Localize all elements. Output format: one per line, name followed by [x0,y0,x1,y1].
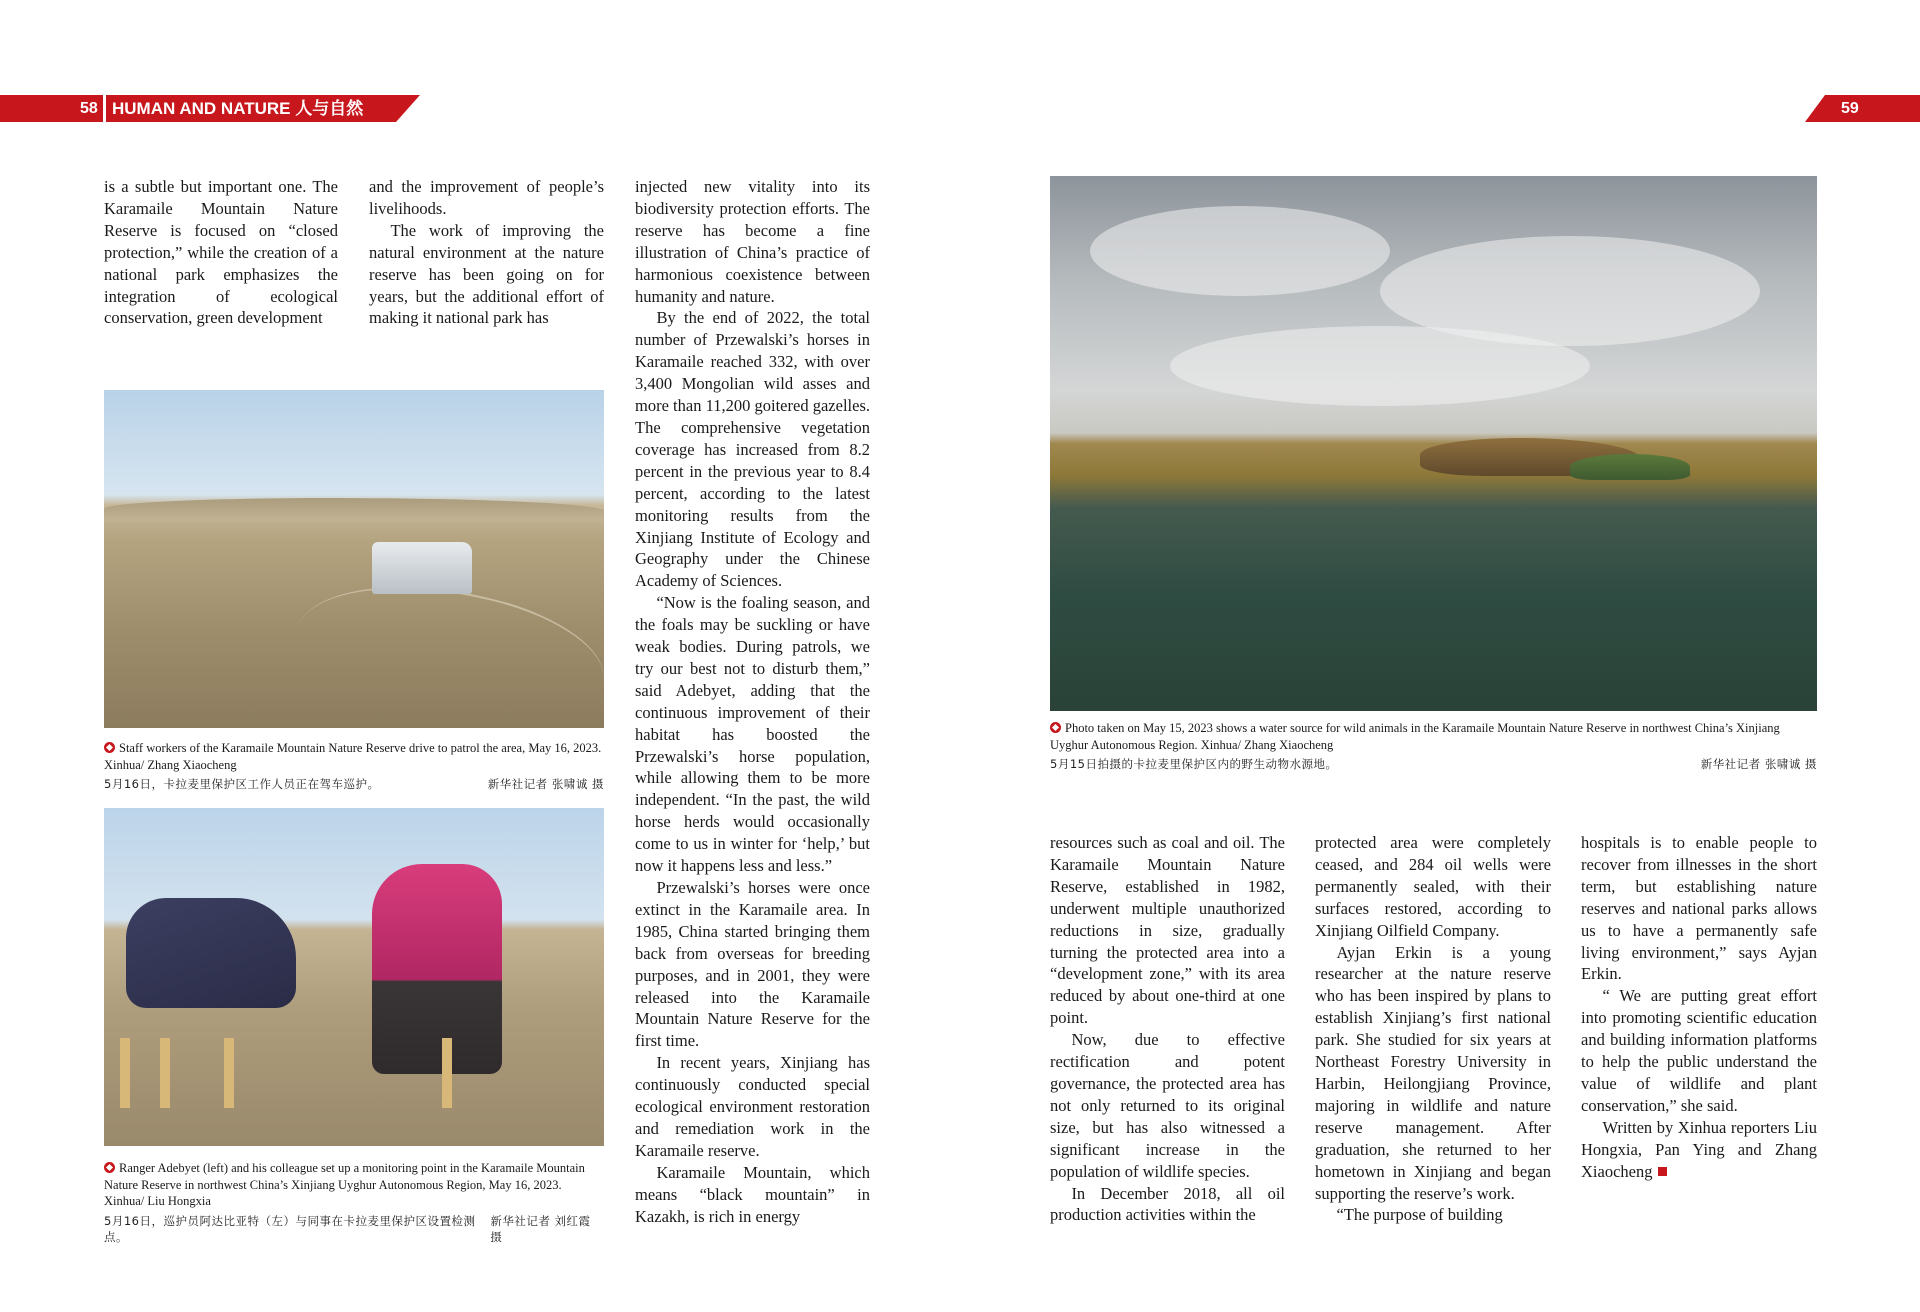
article-paragraph [1050,1029,1285,1182]
photo-stake [442,1038,452,1108]
caption-patrol-en-text: Staff workers of the Karamaile Mountain Nature Reserve drive to patrol the area, May 16, 2023. Xinhua/ Zhang Xiaocheng [104,741,602,772]
caption-water [1050,720,1817,773]
caption-water-en [1050,720,1817,753]
article-paragraph [104,176,338,329]
article-column-1 [104,176,338,331]
photo-pickup-truck [372,542,472,594]
section-title-en: HUMAN AND NATURE [112,99,291,118]
article-paragraph [635,1162,870,1228]
caption-rangers-cn-line [104,1213,604,1246]
article-column-4 [1050,832,1285,1232]
article-column-2 [369,176,604,331]
xinhua-logo-icon [104,742,115,753]
article-paragraph [1581,832,1817,985]
article-column-5 [1315,832,1551,1232]
article-paragraph-text: resources such as coal and oil. The Karamaile Mountain Nature Reserve, established in 1982, underwent multiple unauthorized reductions in size, gradually turning the protected area into a “development zone,” with its area reduced by about one-third at one point. [1050,833,1285,1028]
article-paragraph [1050,832,1285,1029]
right-page-number: 59 [1841,100,1859,117]
article-paragraph-text: “ We are putting great effort into promoting scientific education and building information platforms to help the public understand the value of wildlife and plant conservation,” she said. [1581,986,1817,1115]
article-column-6 [1581,832,1817,1232]
photo-ranger-right [372,864,502,1074]
article-paragraph [635,307,870,592]
article-paragraph [635,176,870,307]
photo-stake [120,1038,130,1108]
caption-patrol-credit: 新华社记者 张啸诚 摄 [487,777,604,791]
article-paragraph [1315,942,1551,1205]
article-paragraph [635,592,870,877]
caption-rangers-cn: 5月16日，巡护员阿达比亚特（左）与同事在卡拉麦里保护区设置检测点。 [104,1213,476,1244]
end-of-article-mark [1658,1167,1667,1176]
photo-stake [224,1038,234,1108]
article-paragraph-text: is a subtle but important one. The Karamaile Mountain Nature Reserve is focused on “closed protection,” while the creation of a national park emphasizes the integration of ecological conservation, green development [104,177,338,328]
right-page-header [1805,95,1920,122]
caption-patrol-cn-line [104,776,604,793]
caption-rangers-en [104,1160,604,1210]
photo-reeds [1570,454,1690,480]
article-paragraph [369,220,604,330]
article-paragraph [635,877,870,1052]
article-paragraph [1581,1117,1817,1183]
left-page-number: 58 [80,100,98,117]
article-paragraph-text: Now, due to effective rectification and potent governance, the protected area has not only returned to its original size, but has also witnessed a significant increase in the population of wildlife species. [1050,1030,1285,1181]
caption-rangers-credit: 新华社记者 刘红霞 摄 [490,1213,591,1244]
photo-water-source [1050,176,1817,711]
article-paragraph [1315,1204,1551,1226]
caption-rangers-en-text: Ranger Adebyet (left) and his colleague set up a monitoring point in the Karamaile Mountain Nature Reserve in northwest China’s Xinjiang Uyghur Autonomous Region, May 16, 2023. Xinhua/ Liu Hongxia [104,1161,585,1208]
section-title [112,95,363,123]
article-paragraph [369,176,604,220]
article-paragraph [1581,985,1817,1116]
article-paragraph-text: The work of improving the natural environment at the nature reserve has been going on for years, but the additional effort of making it national park has [369,220,604,328]
article-paragraph-text: In recent years, Xinjiang has continuously conducted special ecological environment restoration and remediation work in the Karamaile reserve. [635,1053,870,1160]
photo-rangers-monitoring [104,808,604,1146]
article-paragraph [635,1052,870,1162]
article-paragraph-text: By the end of 2022, the total number of Przewalski’s horses in Karamaile reached 332, with over 3,400 Mongolian wild asses and more than 11,200 goitered gazelles. The comprehensive vegetation coverage has increased from 8.2 percent in the previous year to 8.4 percent, according to the latest monitoring results from the Xinjiang Institute of Ecology and Geography under the Chinese Academy of Sciences. [635,308,870,591]
photo-ranger-left [126,898,296,1008]
article-paragraph-text: Ayjan Erkin is a young researcher at the nature reserve who has been inspired by plans to establish Xinjiang’s first national park. She studied for six years at Northeast Forestry University in Harbin, Heilongjiang Province, majoring in wildlife and nature reserve management. After graduation, she returned to her hometown in Xinjiang and began supporting the reserve’s work. [1315,942,1551,1203]
caption-patrol-en [104,740,604,773]
photo-cloud [1170,326,1590,406]
article-paragraph-text: Written by Xinhua reporters Liu Hongxia, Pan Ying and Zhang Xiaocheng [1581,1117,1817,1181]
header-bar-right-tip [1805,95,1825,122]
article-column-3 [635,176,870,1236]
article-paragraph-text: and the improvement of people’s livelihoods. [369,177,604,218]
left-page-header [0,95,420,122]
photo-patrol-truck [104,390,604,728]
photo-hill [104,498,604,522]
article-paragraph-text: Karamaile Mountain, which means “black mountain” in Kazakh, is rich in energy [635,1162,870,1226]
header-divider [103,95,106,122]
photo-cloud [1090,206,1390,296]
caption-patrol-cn: 5月16日，卡拉麦里保护区工作人员正在驾车巡护。 [104,777,380,791]
article-paragraph-text: In December 2018, all oil production activities within the [1050,1183,1285,1225]
article-paragraph-text: “Now is the foaling season, and the foals may be suckling or have weak bodies. During patrols, we try our best not to disturb them,” said Adebyet, adding that the continuous improvement of their habitat has boosted the Przewalski’s horse population, while allowing them to be more independent. “In the past, the wild horse herds would occasionally come to us in winter for ‘help,’ but now it happens less and less.” [635,593,870,876]
article-paragraph-text: Przewalski’s horses were once extinct in the Karamaile area. In 1985, China started bringing them back from overseas for breeding purposes, and in 2001, they were released into the Karamaile Mountain Nature Reserve for the first time. [635,878,870,1051]
xinhua-logo-icon [104,1162,115,1173]
caption-water-cn-line [1050,756,1817,773]
caption-water-en-text: Photo taken on May 15, 2023 shows a water source for wild animals in the Karamaile Mountain Nature Reserve in northwest China’s Xinjiang Uyghur Autonomous Region. Xinhua/ Zhang Xiaocheng [1050,721,1780,752]
article-paragraph-text: “The purpose of building [1336,1205,1503,1225]
section-title-cn: 人与自然 [295,99,364,119]
xinhua-logo-icon [1050,722,1061,733]
article-paragraph [1050,1183,1285,1227]
caption-rangers [104,1160,604,1246]
header-bar-left-tip [396,95,420,122]
article-paragraph-text: protected area were completely ceased, and 284 oil wells were permanently sealed, with their surfaces restored, according to Xinjiang Oilfield Company. [1315,833,1551,940]
photo-stake [160,1038,170,1108]
caption-patrol [104,740,604,793]
article-paragraph-text: injected new vitality into its biodiversity protection efforts. The reserve has become a fine illustration of China’s practice of harmonious coexistence between humanity and nature. [635,177,870,306]
caption-water-credit: 新华社记者 张啸诚 摄 [1700,757,1817,771]
article-paragraph-text: hospitals is to enable people to recover from illnesses in the short term, but establishing nature reserves and national parks allows us to have a permanently safe living environment,” says Ayjan Erkin. [1581,833,1817,984]
header-bar-right [1825,95,1920,122]
caption-water-cn: 5月15日拍摄的卡拉麦里保护区内的野生动物水源地。 [1050,757,1338,771]
article-paragraph [1315,832,1551,942]
